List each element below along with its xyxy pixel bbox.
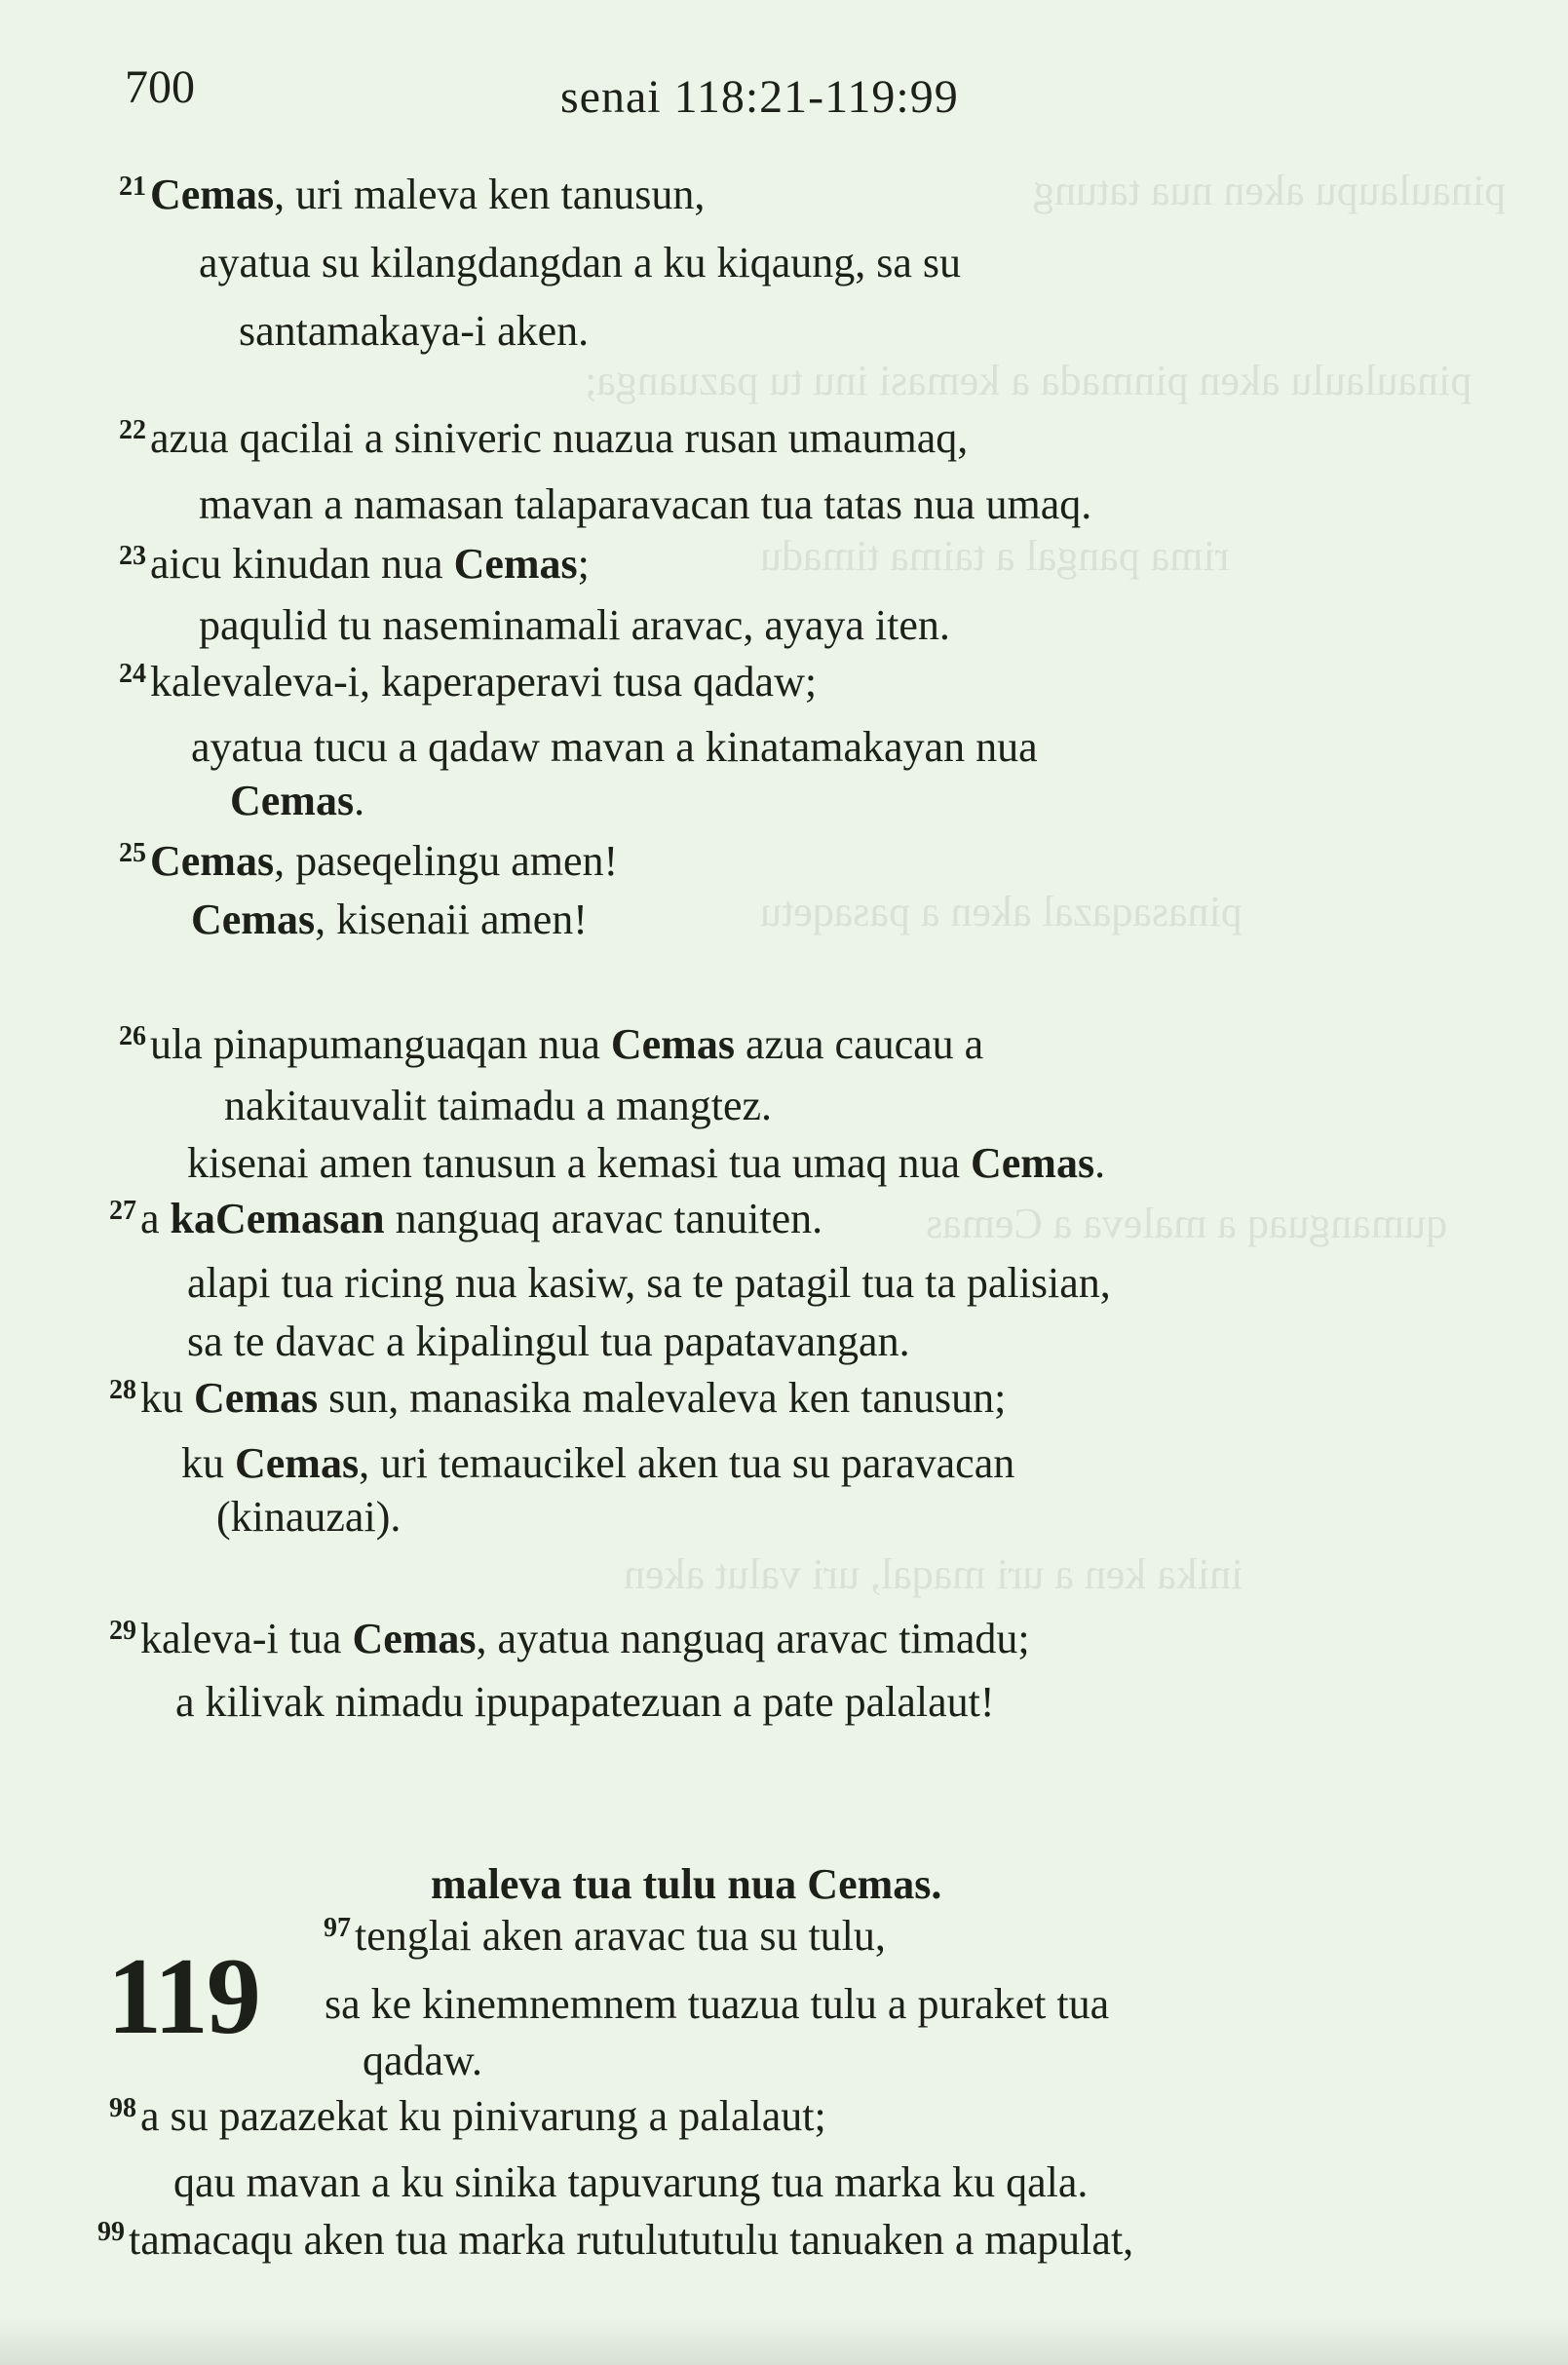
verse-97-line-3: qadaw. xyxy=(363,2037,482,2084)
verse-28-line-1: $^{28}$ku Cemas sun, manasika malevaleva ken tanusun; xyxy=(109,1374,1007,1422)
verse-number: 23 xyxy=(119,541,146,571)
verse-98-line-2: qau mavan a ku sinika tapuvarung tua marka ku qala. xyxy=(173,2158,1089,2206)
verse-97-line-2: sa ke kinemnemnem tuazua tulu a puraket tua xyxy=(325,1980,1110,2028)
verse-number: 25 xyxy=(119,838,146,868)
verse-26-line-2: nakitauvalit taimadu a mangtez. xyxy=(224,1082,773,1129)
bleed-through-text: pinasaqazal aken a pasaqetu xyxy=(760,888,1243,935)
chapter-number: 119 xyxy=(107,1936,259,2057)
verse-number: 22 xyxy=(119,415,146,445)
verse-26-line-3: kisenai amen tanusun a kemasi tua umaq nua Cemas. xyxy=(187,1139,1106,1187)
verse-number: 97 xyxy=(324,1913,351,1943)
verse-21-line-1: $^{21}$Cemas, uri maleva ken tanusun, xyxy=(119,171,706,218)
bleed-through-text: pinaulaulu aken pinmada a kemasi inu tu pazuanga; xyxy=(585,357,1472,404)
verse-99-line-1: $^{99}$tamacaqu aken tua marka rutulututulu tanuaken a mapulat, xyxy=(97,2216,1134,2264)
verse-number: 29 xyxy=(109,1616,136,1646)
verse-number: 26 xyxy=(119,1021,146,1051)
verse-number: 28 xyxy=(109,1375,136,1405)
verse-number: 24 xyxy=(119,659,146,689)
verse-26-line-1: $^{26}$ula pinapumanguaqan nua Cemas azua caucau a xyxy=(119,1020,984,1068)
verse-23-line-1: $^{23}$aicu kinudan nua Cemas; xyxy=(119,540,590,588)
verse-number: 99 xyxy=(97,2217,125,2247)
verse-28-line-2: ku Cemas, uri temaucikel aken tua su paravacan xyxy=(181,1439,1015,1487)
verse-29-line-2: a kilivak nimadu ipupapatezuan a pate palalaut! xyxy=(175,1678,995,1726)
verse-27-line-1: $^{27}$a kaCemasan nanguaq aravac tanuiten. xyxy=(109,1195,823,1242)
bleed-through-text: rima pangal a taima timadu xyxy=(760,532,1230,580)
verse-97-line-1: $^{97}$tenglai aken aravac tua su tulu, xyxy=(324,1912,886,1960)
verse-23-line-2: paqulid tu naseminamali aravac, ayaya iten. xyxy=(199,601,950,649)
verse-25-line-1: $^{25}$Cemas, paseqelingu amen! xyxy=(119,837,619,885)
verse-28-line-3: (kinauzai). xyxy=(216,1493,402,1541)
verse-24-line-3: Cemas. xyxy=(230,777,365,824)
page-bottom-edge xyxy=(0,2317,1568,2365)
verse-number: 21 xyxy=(119,172,146,202)
running-header: senai 118:21-119:99 xyxy=(560,71,959,123)
bleed-through-text: pinaulaupu aken nua tatung xyxy=(1033,167,1507,214)
verse-24-line-2: ayatua tucu a qadaw mavan a kinatamakayan nua xyxy=(191,723,1038,771)
verse-number: 98 xyxy=(109,2093,136,2123)
page-number: 700 xyxy=(125,61,195,113)
verse-24-line-1: $^{24}$kalevaleva-i, kaperaperavi tusa qadaw; xyxy=(119,658,818,706)
verse-21-line-3: santamakaya-i aken. xyxy=(239,307,590,355)
bleed-through-text: qumanguaq a maleva a Cemas xyxy=(926,1200,1448,1247)
section-heading: maleva tua tulu nua Cemas. xyxy=(431,1860,942,1908)
verse-21-line-2: ayatua su kilangdangdan a ku kiqaung, sa su xyxy=(199,239,962,286)
verse-22-line-1: $^{22}$azua qacilai a siniveric nuazua rusan umaumaq, xyxy=(119,414,969,462)
verse-number: 27 xyxy=(109,1196,136,1226)
verse-22-line-2: mavan a namasan talaparavacan tua tatas nua umaq. xyxy=(199,480,1092,528)
verse-29-line-1: $^{29}$kaleva-i tua Cemas, ayatua nanguaq aravac timadu; xyxy=(109,1615,1030,1662)
verse-98-line-1: $^{98}$a su pazazekat ku pinivarung a palalaut; xyxy=(109,2092,826,2140)
verse-27-line-3: sa te davac a kipalingul tua papatavangan. xyxy=(187,1317,910,1365)
verse-27-line-2: alapi tua ricing nua kasiw, sa te patagil tua ta palisian, xyxy=(187,1259,1111,1307)
verse-25-line-2: Cemas, kisenaii amen! xyxy=(191,896,588,943)
bleed-through-text: inika ken a uri maqal, uri valut aken xyxy=(624,1550,1243,1598)
